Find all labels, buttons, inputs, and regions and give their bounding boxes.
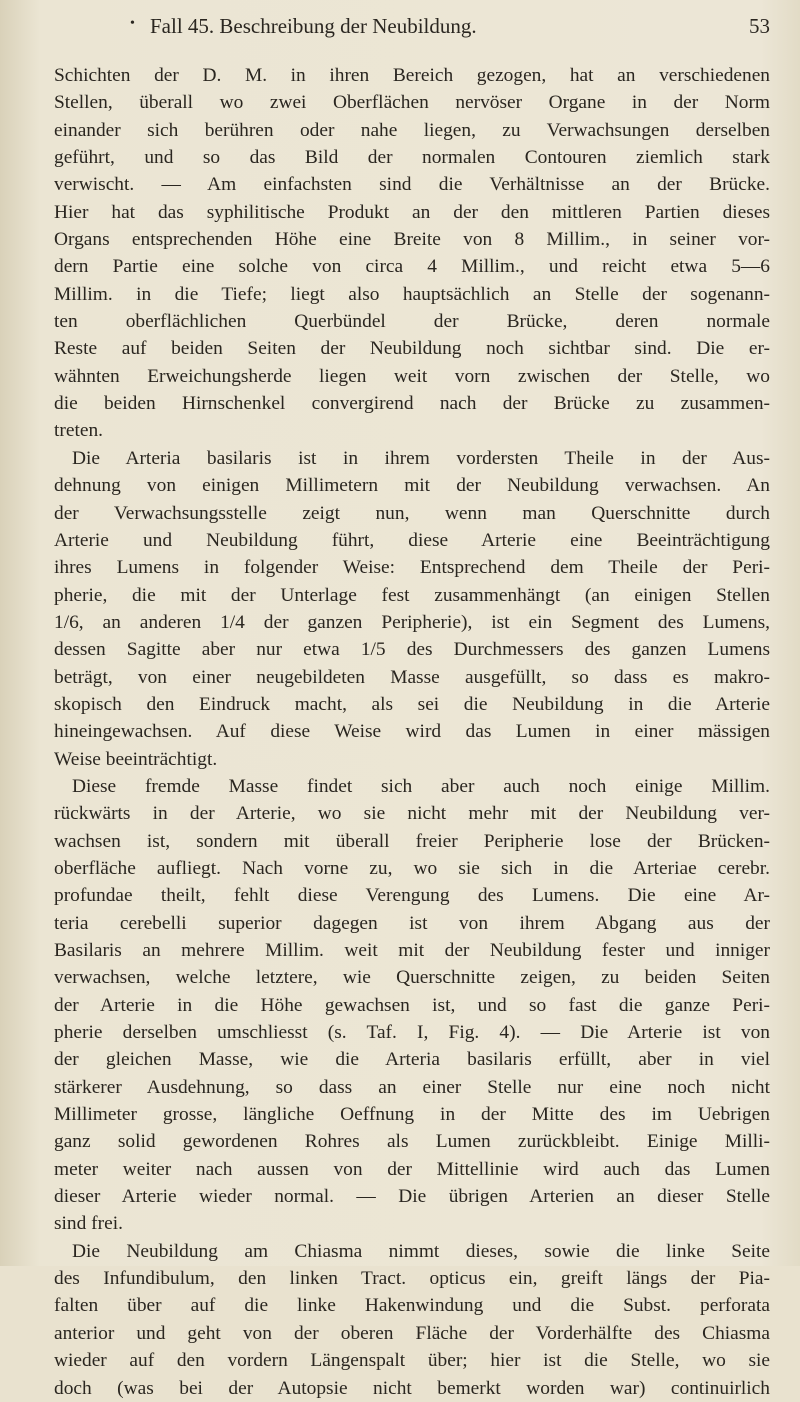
text-line: rückwärts in der Arterie, wo sie nicht mehr mit der Neubildung ver- (54, 803, 770, 825)
text-line: Weise beeinträchtigt. (54, 748, 218, 770)
text-line: der gleichen Masse, wie die Arteria basilaris erfüllt, aber in viel (54, 1049, 770, 1071)
text-line: beträgt, von einer neugebildeten Masse ausgefüllt, so dass es makro- (54, 666, 770, 688)
text-line: wähnten Erweichungsherde liegen weit vorn zwischen der Stelle, wo (54, 365, 770, 387)
text-line: die beiden Hirnschenkel convergirend nach der Brücke zu zusammen- (54, 393, 770, 415)
text-line: meter weiter nach aussen von der Mittellinie wird auch das Lumen (54, 1158, 770, 1180)
text-line: falten über auf die linke Hakenwindung und die Subst. perforata (54, 1295, 770, 1317)
text-line: treten. (54, 420, 103, 442)
text-line: hineingewachsen. Auf diese Weise wird das Lumen in einer mässigen (54, 721, 770, 743)
text-line: Millimeter grosse, längliche Oeffnung in der Mitte des im Uebrigen (54, 1104, 770, 1126)
text-line: Die Neubildung am Chiasma nimmt dieses, sowie die linke Seite (72, 1240, 770, 1262)
text-line: Basilaris an mehrere Millim. weit mit der Neubildung fester und inniger (54, 940, 770, 961)
text-line: Die Arteria basilaris ist in ihrem vordersten Theile in der Aus- (72, 447, 770, 469)
header-title: Fall 45. Beschreibung der Neubildung. (150, 14, 477, 38)
text-line: geführt, und so das Bild der normalen Contouren ziemlich stark (54, 147, 770, 169)
text-line: wieder auf den vordern Längenspalt über; hier ist die Stelle, wo sie (54, 1350, 770, 1372)
text-line: pherie, die mit der Unterlage fest zusammenhängt (an einigen Stellen (54, 584, 770, 606)
text-line: 1/6, an anderen 1/4 der ganzen Peripherie), ist ein Segment des Lumens, (54, 611, 770, 633)
text-line: dessen Sagitte aber nur etwa 1/5 des Durchmessers des ganzen Lumens (54, 639, 770, 661)
text-line: Reste auf beiden Seiten der Neubildung noch sichtbar sind. Die er- (54, 338, 770, 360)
page-number: 53 (749, 14, 770, 38)
text-line: Hier hat das syphilitische Produkt an der den mittleren Partien dieses (54, 201, 770, 223)
text-line: verwischt. — Am einfachsten sind die Verhältnisse an der Brücke. (54, 174, 770, 196)
text-line: dieser Arterie wieder normal. — Die übrigen Arterien an dieser Stelle (54, 1186, 770, 1208)
text-line: der Verwachsungsstelle zeigt nun, wenn man Querschnitte durch (54, 502, 770, 524)
text-line: wachsen ist, sondern mit überall freier Peripherie lose der Brücken- (54, 830, 770, 852)
text-line: des Infundibulum, den linken Tract. opticus ein, greift längs der Pia- (54, 1268, 770, 1290)
text-line: der Arterie in die Höhe gewachsen ist, und so fast die ganze Peri- (54, 994, 770, 1016)
text-line: profundae theilt, fehlt diese Verengung des Lumens. Die eine Ar- (54, 885, 770, 907)
text-line: verwachsen, welche letztere, wie Querschnitte zeigen, zu beiden Seiten (54, 967, 770, 989)
text-line: Schichten der D. M. in ihren Bereich gezogen, hat an verschiedenen (54, 65, 770, 86)
text-line: sind frei. (54, 1213, 123, 1235)
text-line: Arterie und Neubildung führt, diese Arterie eine Beeinträchtigung (54, 529, 770, 551)
text-line: dern Partie eine solche von circa 4 Millim., und reicht etwa 5—6 (54, 256, 770, 278)
text-line: ten oberflächlichen Querbündel der Brücke, deren normale (54, 311, 770, 333)
text-line: einander sich berühren oder nahe liegen, zu Verwachsungen derselben (54, 119, 770, 141)
text-line: Diese fremde Masse findet sich aber auch noch einige Millim. (72, 775, 770, 797)
text-line: Stellen, überall wo zwei Oberflächen nervöser Organe in der Norm (54, 92, 770, 114)
text-line: teria cerebelli superior dagegen ist von ihrem Abgang aus der (54, 912, 770, 934)
text-line: Organs entsprechenden Höhe eine Breite von 8 Millim., in seiner vor- (54, 229, 770, 251)
text-line: skopisch den Eindruck macht, als sei die Neubildung in die Arterie (54, 693, 770, 715)
text-line: oberfläche aufliegt. Nach vorne zu, wo sie sich in die Arteriae cerebr. (54, 857, 770, 879)
text-line: pherie derselben umschliesst (s. Taf. I, Fig. 4). — Die Arterie ist von (54, 1022, 770, 1044)
running-header (90, 14, 770, 48)
header-bullet: • (130, 16, 135, 31)
text-line: anterior und geht von der oberen Fläche der Vorderhälfte des Chiasma (54, 1322, 770, 1344)
body-text (54, 62, 770, 1402)
text-line: doch (was bei der Autopsie nicht bemerkt worden war) continuirlich (54, 1377, 770, 1399)
text-line: dehnung von einigen Millimetern mit der Neubildung verwachsen. An (54, 475, 770, 497)
text-line: ganz solid gewordenen Rohres als Lumen zurückbleibt. Einige Milli- (54, 1131, 770, 1153)
text-line: Millim. in die Tiefe; liegt also hauptsächlich an Stelle der sogenann- (54, 283, 770, 305)
text-line: stärkerer Ausdehnung, so dass an einer Stelle nur eine noch nicht (54, 1076, 770, 1098)
text-line: ihres Lumens in folgender Weise: Entsprechend dem Theile der Peri- (54, 557, 770, 579)
